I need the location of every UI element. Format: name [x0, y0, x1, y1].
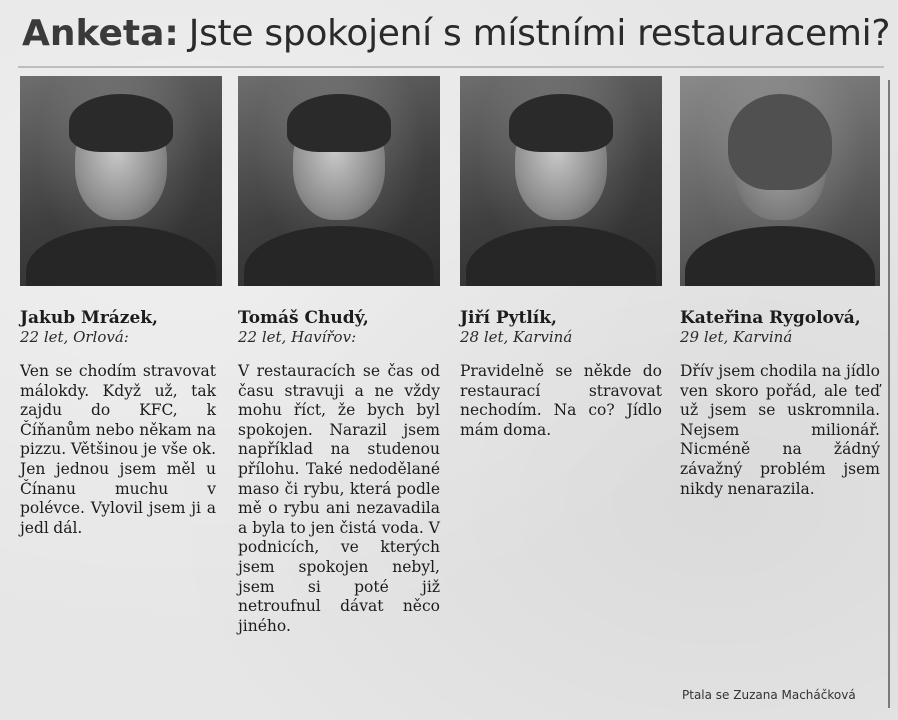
respondent-name: Jiří Pytlík, — [460, 308, 557, 328]
headline-kicker: Anketa: — [22, 13, 179, 54]
respondent-answer: Dřív jsem chodila na jídlo ven skoro pořád, ale teď už jsem se uskromnila. Nejsem milionář. Nicméně na žádný závažný problém jsem nikdy nenarazila. — [680, 362, 880, 498]
respondent-photo — [238, 76, 440, 286]
respondent-details: 29 let, Karviná — [680, 328, 793, 346]
respondent-name: Kateřina Rygolová, — [680, 308, 861, 328]
headline-question: Jste spokojení s místními restauracemi? — [188, 13, 891, 54]
right-border — [888, 80, 890, 708]
respondent-answer: Pravidelně se někde do restaurací stravovat nechodím. Na co? Jídlo mám doma. — [460, 362, 662, 439]
respondent-details: 22 let, Havířov: — [238, 328, 357, 346]
respondent-photo — [460, 76, 662, 286]
top-divider — [18, 66, 884, 68]
respondent-details: 22 let, Orlová: — [20, 328, 129, 346]
respondent-name: Tomáš Chudý, — [238, 308, 369, 328]
respondent-answer: V restauracích se čas od času stravuji a ne vždy mohu říct, že bych byl spokojen. Narazil jsem například na studenou přílohu. Také nedodělané maso či rybu, která podle mě o rybu ani nezavadila a byla to jen čistá voda. V podnicích, ve kterých jsem spokojen nebyl, jsem si poté již netroufnul dávat něco jiného. — [238, 362, 440, 635]
respondent-column-4 — [680, 76, 880, 499]
respondent-photo — [680, 76, 880, 286]
respondent-column-3 — [460, 76, 662, 440]
respondent-name: Jakub Mrázek, — [20, 308, 158, 328]
page-title — [22, 6, 892, 62]
respondent-column-1 — [20, 76, 222, 538]
respondent-answer: Ven se chodím stravovat málokdy. Když už, tak zajdu do KFC, k Číňanům nebo někam na pizzu. Většinou je vše ok. Jen jednou jsem měl u Čínanu muchu v polévce. Vylovil jsem ji a jedl dál. — [20, 362, 216, 537]
respondent-details: 28 let, Karviná — [460, 328, 573, 346]
respondent-column-2 — [238, 76, 440, 636]
respondent-photo — [20, 76, 222, 286]
author-credit: Ptala se Zuzana Macháčková — [682, 688, 856, 702]
